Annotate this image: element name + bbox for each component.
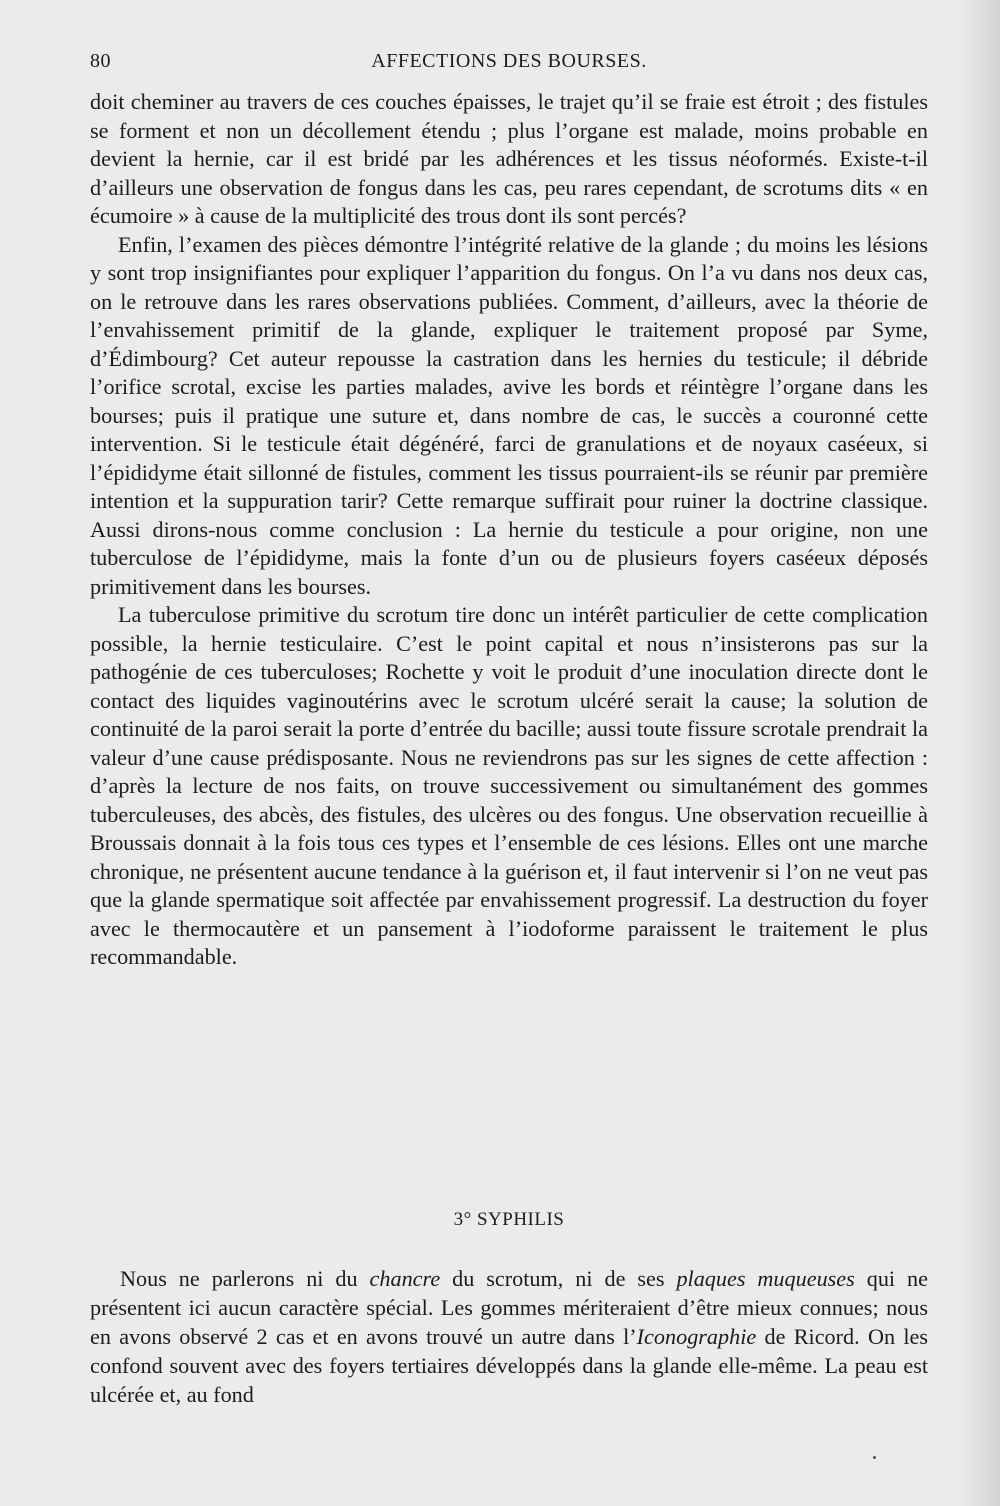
text-run: Nous ne parlerons ni du [120, 1266, 370, 1291]
text-run: du scrotum, ni de ses [440, 1266, 677, 1291]
paragraph-syphilis [90, 1264, 928, 1409]
italic-plaques-muqueuses: plaques muqueuses [676, 1266, 855, 1291]
italic-chancre: chancre [369, 1266, 441, 1291]
paragraph-tuberculose: La tuberculose primitive du scrotum tire donc un intérêt particulier de cette complication possible, la hernie testiculaire. C’est le point capital et nous n’insisterons pas sur la pathogénie de ces tuberculoses; Rochette y voit le produit d’une inoculation directe dont le contact des liquides vaginoutérins avec le scrotum ulcéré serait la cause; la solution de continuité de la paroi serait la porte d’entrée du bacille; aussi toute fissure scrotale prendrait la valeur d’une cause prédisposante. Nous ne reviendrons pas sur les signes de cette affection : d’après la lecture de nos faits, on trouve successivement ou simultanément des gommes tuberculeuses, des abcès, des fistules, des ulcères ou des fongus. Une observation recueillie à Broussais donnait à la fois tous ces types et l’ensemble de ces lésions. Elles ont une marche chronique, ne présentent aucune tendance à la guérison et, il faut intervenir si l’on ne veut pas que la glande spermatique soit affectée par envahissement progressif. La destruction du foyer avec le thermocautère et un pansement à l’iodoforme paraissent le traitement le plus recommandable. [90, 602, 928, 969]
paper-speck [873, 1456, 876, 1459]
page-number: 80 [90, 50, 111, 72]
running-head: AFFECTIONS DES BOURSES. [371, 50, 647, 72]
text-run: qui ne présentent ici aucun caractère spécial. Les gommes mériteraient d’être mieux connues; nous en avons observé 2 cas et en avons trouvé un autre dans l’ [90, 1266, 928, 1349]
body-text [90, 88, 928, 972]
paragraph-fistules: doit cheminer au travers de ces couches épaisses, le trajet qu’il se fraie est étroit ; des fistules se forment et non un décollement étendu ; plus l’organe est malade, moins probable en devient la hernie, car il est bridé par les adhérences et les tissus néoformés. Existe-t-il d’ailleurs une observation de fongus dans les cas, peu rares cependant, de scrotums dits « en écumoire » à cause de la multiplicité des trous dont ils sont percés? [90, 89, 928, 228]
section-heading-syphilis: 3° SYPHILIS [453, 1209, 565, 1230]
page-header [90, 50, 928, 80]
page-edge-shadow [960, 0, 1000, 1506]
paragraph-enfin: Enfin, l’examen des pièces démontre l’intégrité relative de la glande ; du moins les lésions y sont trop insignifiantes pour expliquer l’apparition du fongus. On l’a vu dans nos deux cas, on le retrouve dans les rares observations publiées. Comment, d’ailleurs, avec la théorie de l’envahissement primitif de la glande, expliquer le traitement proposé par Syme, d’Édimbourg? Cet auteur repousse la castration dans les hernies du testicule; il débride l’orifice scrotal, excise les parties malades, avive les bords et réintègre l’organe dans les bourses; puis il pratique une suture et, dans nombre de cas, le succès a couronné cette intervention. Si le testicule était dégénéré, farci de granulations et de noyaux caséeux, si l’épididyme était sillonné de fistules, comment les tissus pourraient-ils se réunir par première intention et la suppuration tarir? Cette remarque suffirait pour ruiner la doctrine classique. Aussi dirons-nous comme conclusion : La hernie du testicule a pour origine, non une tuberculose de l’épididyme, mais la fonte d’un ou de plusieurs foyers caséeux déposés primitivement dans les bourses. [90, 231, 928, 599]
syphilis-body [90, 1264, 928, 1409]
text-run: de Ricord. On les confond souvent avec des foyers tertiaires développés dans la glande elle-même. La peau est ulcérée et, au fond [90, 1324, 928, 1407]
italic-iconographie: Iconographie [636, 1324, 757, 1349]
